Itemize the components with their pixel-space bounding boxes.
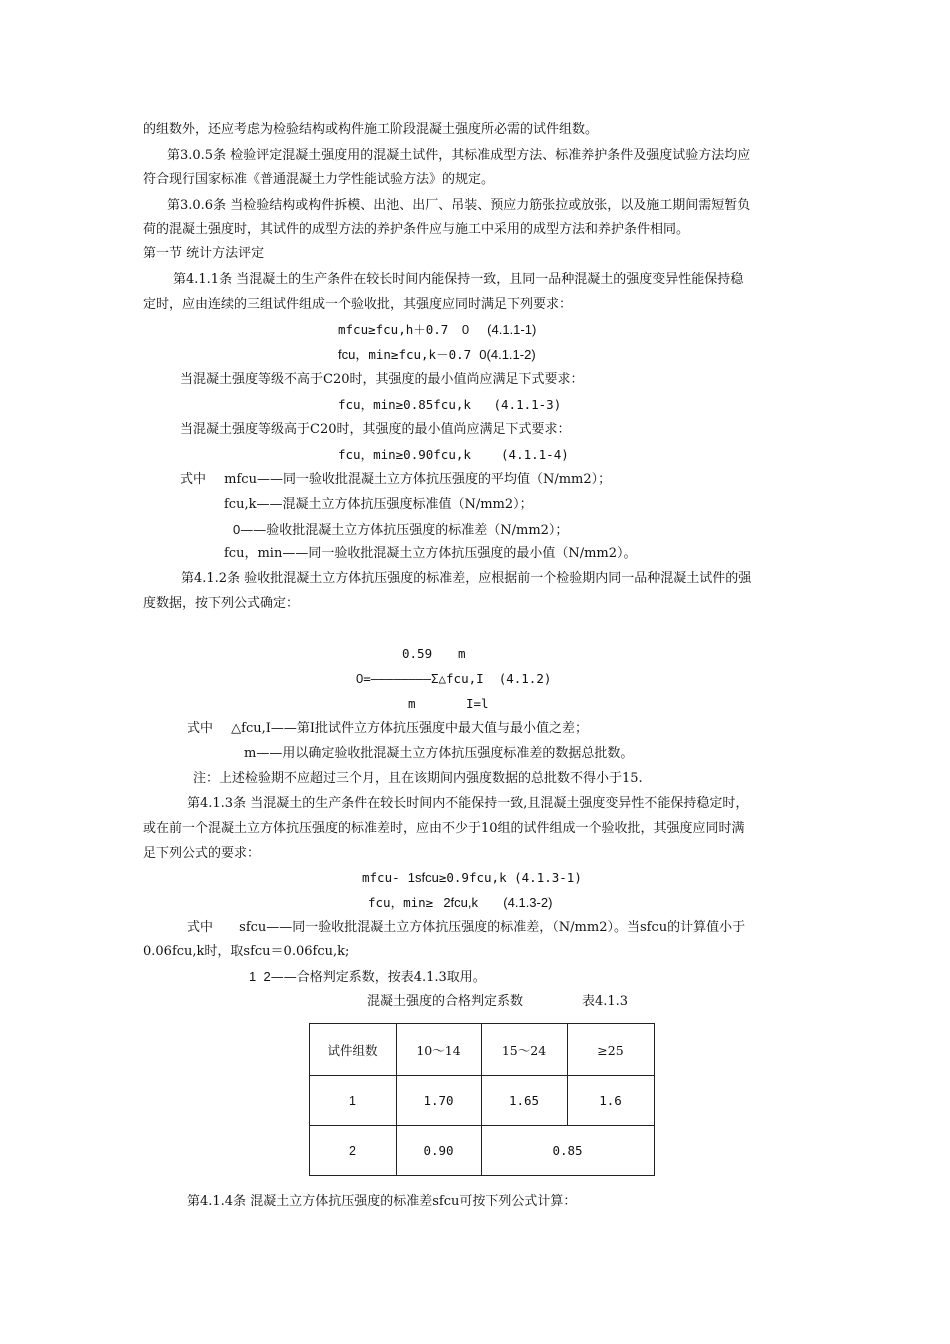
formula-numerator: 0.59 — [402, 646, 433, 661]
formula-text: min≥fcu,k－0.7 — [368, 347, 472, 362]
where-label: 式中 — [187, 920, 214, 935]
paragraph-line: 0.06fcu,k时，取sfcu＝0.06fcu,k; — [143, 944, 350, 959]
paragraph-line: 定时，应由连续的三组试件组成一个验收批，其强度应同时满足下列要求： — [143, 297, 573, 312]
lambda-placeholder: 1 2 — [249, 969, 271, 984]
formula-sum-lower: I=l — [466, 696, 489, 711]
formula-4-1-2 — [356, 671, 551, 688]
paragraph-line: 荷的混凝土强度时，其试件的成型方法的养护条件应与施工中采用的成型方法和养护条件相同。 — [143, 222, 690, 237]
where-label: 式中 — [180, 472, 207, 487]
symbol-definition — [180, 472, 611, 488]
table-number: 表4.1.3 — [582, 994, 629, 1009]
sigma-placeholder: 0 — [356, 671, 364, 686]
article-3-0-6: 第3.0.6条 当检验结构或构件拆模、出池、出厂、吊装、预应力筋张拉或放张，以及施工期间需短暂负 — [167, 198, 751, 213]
paragraph-line: 当混凝土强度等级不高于C20时，其强度的最小值尚应满足下式要求： — [180, 372, 584, 387]
article-4-1-2: 第4.1.2条 验收批混凝土立方体抗压强度的标准差，应根据前一个检验期内同一品种混凝土试件的强 — [181, 571, 752, 586]
formula-sum-upper: m — [458, 646, 466, 661]
article-4-1-1: 第4.1.1条 当混凝土的生产条件在较长时间内能保持一致，且同一品种混凝土的强度变异性能保持稳 — [173, 272, 744, 287]
table-header-cell: 10～14 — [416, 1043, 461, 1058]
table-cell: 0.85 — [552, 1143, 583, 1158]
section-heading: 第一节 统计方法评定 — [143, 246, 265, 261]
table-rule — [309, 1023, 655, 1024]
definition-text: ——合格判定系数，按表4.1.3取用。 — [270, 970, 486, 985]
formula-text: 2fcu,k (4.1.3-2) — [443, 895, 553, 910]
formula-text: fcu，min≥ — [368, 895, 434, 910]
paragraph-line: 度数据，按下列公式确定： — [143, 596, 300, 611]
article-4-1-3: 第4.1.3条 当混凝土的生产条件在较长时间内不能保持一致,且混凝土强度变异性不能保持稳定时， — [187, 796, 749, 811]
paragraph-line: 足下列公式的要求： — [143, 846, 261, 861]
table-rule — [309, 1125, 655, 1126]
table-cell: 0.90 — [423, 1143, 454, 1158]
formula-text: mfcu- — [362, 870, 400, 885]
symbol-definition: fcu，min——同一验收批混凝土立方体抗压强度的最小值（N/mm2）。 — [224, 546, 637, 561]
table-rule — [654, 1023, 655, 1176]
formula-4-1-1-1 — [338, 322, 536, 338]
symbol-definition — [187, 721, 588, 737]
paragraph-line: 当混凝土强度等级高于C20时，其强度的最小值尚应满足下式要求： — [180, 422, 571, 437]
symbol-definition — [249, 969, 486, 986]
table-rule — [309, 1175, 655, 1176]
formula-text: 0 (4.1.1-1) — [461, 322, 537, 337]
definition-text: mfcu——同一验收批混凝土立方体抗压强度的平均值（N/mm2）； — [224, 472, 612, 487]
formula-text: mfcu≥fcu,h＋0.7 — [338, 322, 449, 337]
table-cell: 1.65 — [508, 1093, 540, 1108]
formula-text: fcu， — [338, 347, 369, 362]
table-rule — [309, 1075, 655, 1076]
formula-denominator: m — [408, 696, 416, 711]
paragraph-line: 或在前一个混凝土立方体抗压强度的标准差时，应由不少于10组的试件组成一个验收批，其强度应同时满 — [143, 821, 745, 836]
table-cell: 1.70 — [423, 1093, 454, 1108]
symbol-definition — [233, 522, 568, 539]
formula-text: ≥0.9fcu,k (4.1.3-1) — [438, 870, 582, 885]
symbol-definition: m——用以确定验收批混凝土立方体抗压强度标准差的数据总批数。 — [244, 746, 634, 761]
symbol-definition — [187, 920, 745, 936]
where-label: 式中 — [187, 721, 214, 736]
table-header-cell: ≥25 — [597, 1043, 624, 1058]
table-title: 混凝土强度的合格判定系数 — [367, 994, 524, 1009]
table-cell: 1.6 — [599, 1093, 622, 1108]
formula-text: 1sfcu — [407, 870, 439, 885]
formula-4-1-1-2 — [338, 347, 536, 364]
paragraph-line: 符合现行国家标准《普通混凝土力学性能试验方法》的规定。 — [143, 172, 495, 187]
formula-4-1-3-1 — [362, 870, 582, 887]
article-4-1-4: 第4.1.4条 混凝土立方体抗压强度的标准差sfcu可按下列公式计算： — [187, 1194, 577, 1209]
table-header-cell: 试件组数 — [327, 1043, 378, 1058]
table-cell: 2 — [349, 1144, 356, 1158]
note: 注：上述检验期不应超过三个月，且在该期间内强度数据的总批数不得小于15. — [193, 771, 643, 786]
formula-text: =――――――――Σ△fcu,I (4.1.2) — [363, 671, 552, 686]
formula-text: 0(4.1.1-2) — [479, 347, 536, 362]
definition-text: sfcu——同一验收批混凝土立方体抗压强度的标准差，（N/mm2）。当sfcu的计算值小于 — [239, 920, 746, 935]
definition-text: △fcu,I——第I批试件立方体抗压强度中最大值与最小值之差； — [231, 721, 589, 736]
table-header-cell: 15～24 — [501, 1043, 547, 1058]
definition-text: ——验收批混凝土立方体抗压强度的标准差（N/mm2）； — [240, 523, 569, 538]
formula-4-1-3-2 — [368, 895, 552, 912]
symbol-definition: fcu,k——混凝土立方体抗压强度标准值（N/mm2）； — [224, 497, 533, 512]
sigma-placeholder: 0 — [233, 522, 241, 537]
table-rule — [567, 1023, 568, 1126]
formula-4-1-1-4: fcu，min≥0.90fcu,k (4.1.1-4) — [338, 447, 569, 462]
paragraph-line: 的组数外，还应考虑为检验结构或构件施工阶段混凝土强度所必需的试件组数。 — [143, 122, 599, 137]
formula-4-1-1-3: fcu，min≥0.85fcu,k (4.1.1-3) — [338, 397, 562, 412]
article-3-0-5: 第3.0.5条 检验评定混凝土强度用的混凝土试件，其标准成型方法、标准养护条件及强度试验方法均应 — [167, 148, 751, 163]
coefficient-table — [309, 1023, 655, 1179]
table-cell: 1 — [349, 1094, 356, 1108]
